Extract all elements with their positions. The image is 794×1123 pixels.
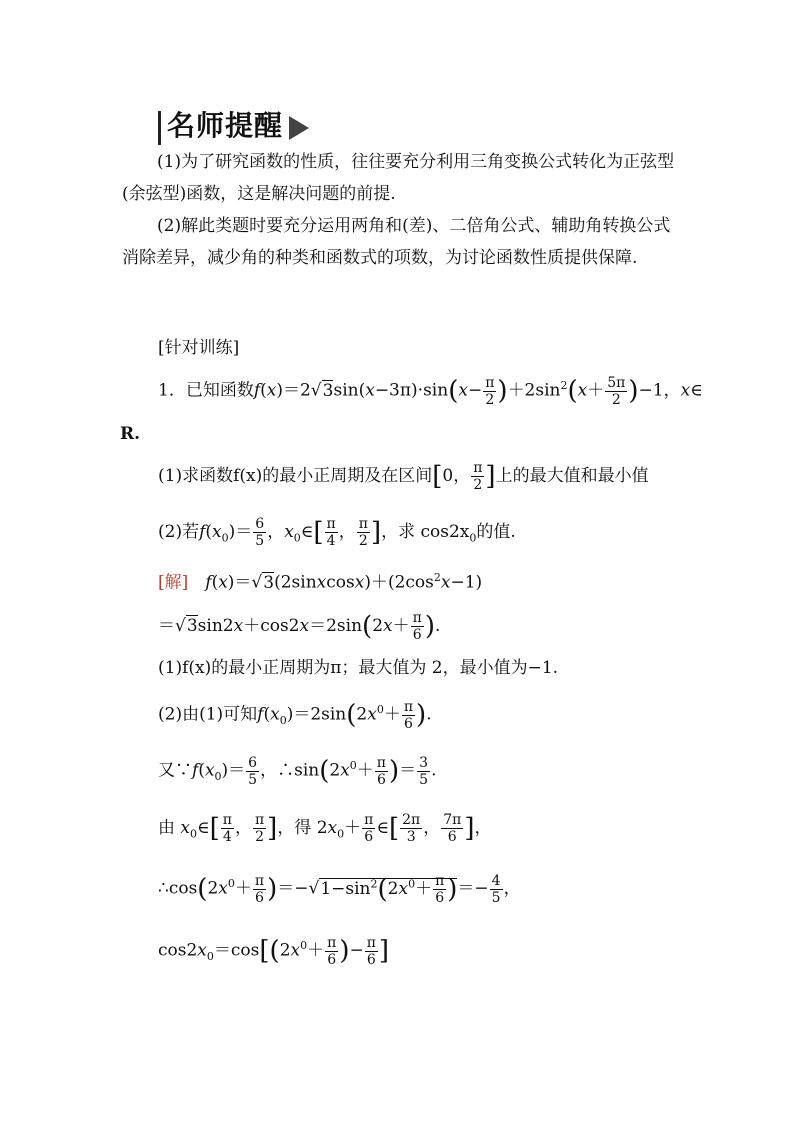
- solution-line-7: $\cos 2x_0=\cos[(2x^0+$ $\frac{\pi}{6}$ )− $\frac{\pi}{6}$ ]: [158, 934, 390, 968]
- solution-line-2: ＝√3sin2x＋cos2x＝2sin(2x＋ $\frac{\pi}{6}$ ).: [158, 610, 441, 643]
- tip-paragraph-2: (2)解此类题时要充分运用两角和(差)、二倍角公式、辅助角转换公式消除差异，减少角的种类和函数式的项数，为讨论函数性质提供保障.: [122, 216, 671, 268]
- solution-line-4: 又$\because f(x_0)=$ $\frac{6}{5}$ ，$\therefore\sin(2x^0+$ $\frac{\pi}{6}$ )＝ $\frac{3}{5}$ .: [158, 754, 437, 788]
- tip-paragraph-1: (1)为了研究函数的性质，往往要充分利用三角变换公式转化为正弦型(余弦型)函数，这是解决问题的前提.: [122, 152, 675, 204]
- tips-header: [158, 104, 309, 145]
- solution-result-1: (1)f(x)的最小正周期为π；最大值为 2，最小值为−1.: [158, 658, 559, 678]
- q1-text: (1)求函数f(x)的最小正周期及在区间: [158, 466, 433, 486]
- question-1: (1)求函数f(x)的最小正周期及在区间[0， $\frac{\pi}{2}$ ]上的最大值和最小值: [158, 460, 649, 493]
- q2-text: (2)若: [158, 522, 200, 542]
- header-title: 名师提醒: [167, 109, 284, 142]
- header-bar: [158, 111, 161, 145]
- domain-R: R.: [120, 424, 141, 444]
- solution-line-1: [解] $f(x)=√3(2sinxcosx)+(2\cos^2x-1)$: [158, 571, 483, 593]
- practice-label: [针对训练]: [158, 338, 240, 358]
- solution-line-5: 由 $x_0\in$[ $\frac{\pi}{4}$ ， $\frac{\pi}{2}$ ]，得 $2x_0+$ $\frac{\pi}{6}$ ∈[ $\frac{2\pi}{3}$ ， $\frac{7\pi}{6}$ ]，: [158, 812, 492, 845]
- question-2: (2)若$f(x_0)=$ $\frac{6}{5}$ ，$x_0\in$[ $\frac{\pi}{4}$ ， $\frac{\pi}{2}$ ]，求 $\cos 2x_0$的值.: [158, 516, 516, 549]
- play-triangle-icon: [289, 116, 309, 140]
- q2-end: 的值.: [476, 522, 516, 542]
- solution-line-3: (2)由(1)可知$f(x_0)=2\sin(2x^0+$ $\frac{\pi}{6}$ ).: [158, 698, 432, 732]
- solution-line-6: $\therefore\cos(2x^0+$ $\frac{\pi}{6}$ )$=-√1-\sin^2(2x^0+$ $\frac{\pi}{6}$ )＝− $\frac{4}{5}$ ，: [158, 872, 521, 906]
- problem-statement: 1．已知函数f(x)＝2√3sin(x−3π)·sin(x− $\frac{\pi}{2}$ )$+2\sin^2(x+$ $\frac{5\pi}{2}$ )−1，x∈: [158, 374, 703, 408]
- solution-label: [解]: [158, 572, 189, 593]
- q2-tail: ，求 cos2x: [381, 522, 470, 542]
- problem-intro: 1．已知函数: [158, 380, 254, 401]
- q1-tail: 上的最大值和最小值: [495, 466, 649, 486]
